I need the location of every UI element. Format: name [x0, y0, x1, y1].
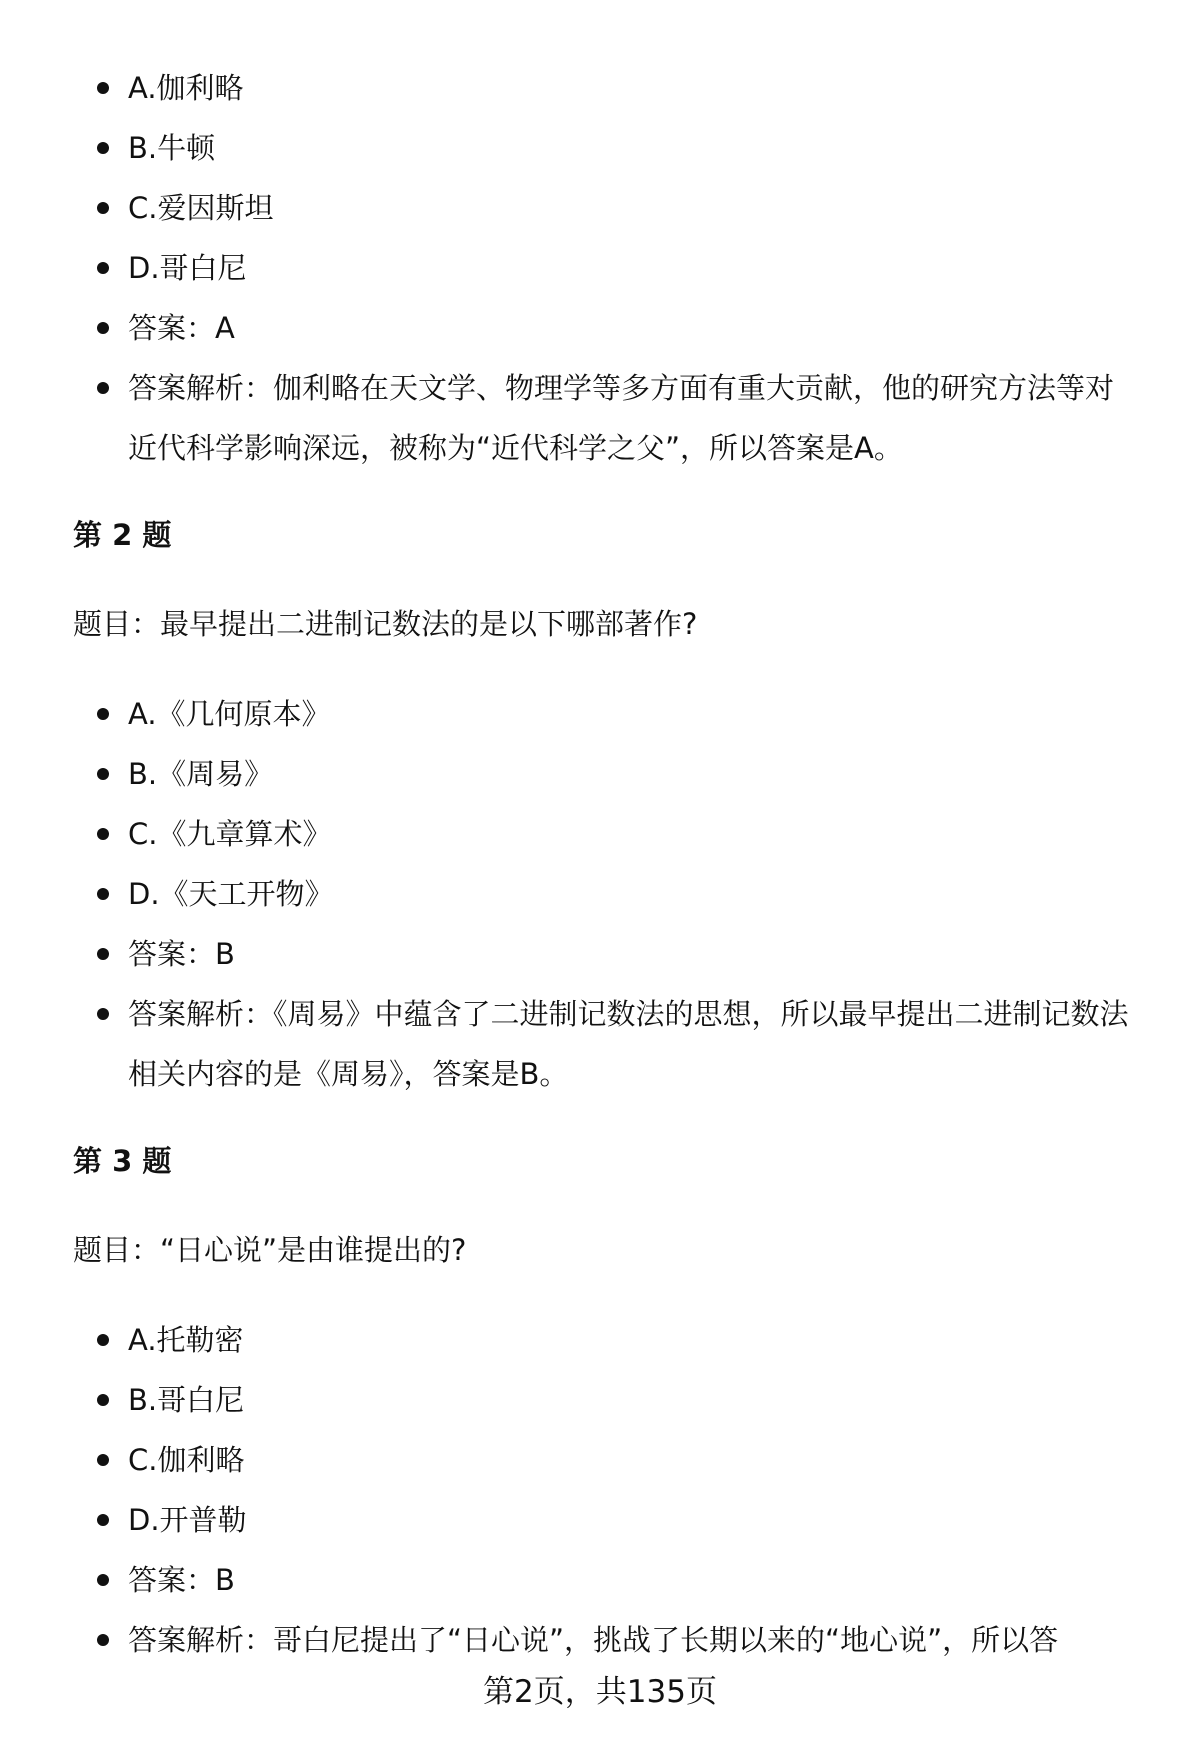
question-3-block	[0, 1310, 1200, 1670]
question-3-options	[0, 1310, 1200, 1670]
question-2-analysis: 答案解析：《周易》中蕴含了二进制记数法的思想，所以最早提出二进制记数法相关内容的是《周易》，答案是B。	[0, 984, 1200, 1104]
question-2-stem: 题目：最早提出二进制记数法的是以下哪部著作?	[73, 607, 698, 641]
question-3-analysis: 答案解析：哥白尼提出了“日心说”，挑战了长期以来的“地心说”，所以答	[0, 1610, 1200, 1670]
question-2-option-b: B.《周易》	[0, 744, 1200, 804]
question-3-option-d: D.开普勒	[0, 1490, 1200, 1550]
question-1-block	[0, 58, 1200, 478]
question-1-option-d: D.哥白尼	[0, 238, 1200, 298]
question-3-option-c: C.伽利略	[0, 1430, 1200, 1490]
question-3-option-b: B.哥白尼	[0, 1370, 1200, 1430]
question-3-answer: 答案：B	[0, 1550, 1200, 1610]
question-2-answer: 答案：B	[0, 924, 1200, 984]
question-2-option-d: D.《天工开物》	[0, 864, 1200, 924]
question-1-option-a: A.伽利略	[0, 58, 1200, 118]
question-3-stem: 题目：“日心说”是由谁提出的?	[73, 1233, 467, 1267]
question-2-title: 第 2 题	[73, 518, 172, 552]
question-2-block	[0, 684, 1200, 1104]
question-2-option-a: A.《几何原本》	[0, 684, 1200, 744]
question-1-analysis: 答案解析：伽利略在天文学、物理学等多方面有重大贡献，他的研究方法等对近代科学影响深远，被称为“近代科学之父”，所以答案是A。	[0, 358, 1200, 478]
page-number-footer: 第2页，共135页	[483, 1674, 717, 1710]
question-2-option-c: C.《九章算术》	[0, 804, 1200, 864]
question-2-options	[0, 684, 1200, 1104]
question-1-option-c: C.爱因斯坦	[0, 178, 1200, 238]
question-1-answer: 答案：A	[0, 298, 1200, 358]
question-3-option-a: A.托勒密	[0, 1310, 1200, 1370]
question-1-options	[0, 58, 1200, 478]
question-3-title: 第 3 题	[73, 1144, 172, 1178]
question-1-option-b: B.牛顿	[0, 118, 1200, 178]
